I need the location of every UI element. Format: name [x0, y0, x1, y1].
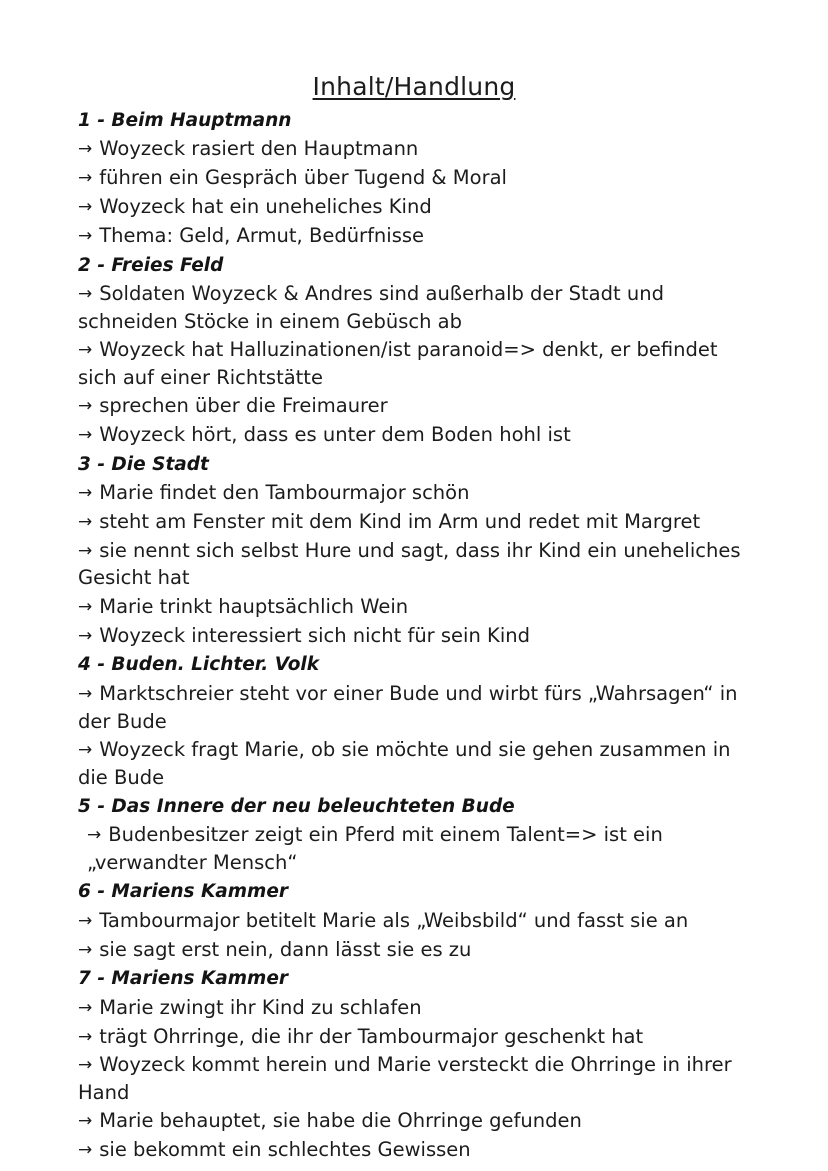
arrow-right-icon: →: [78, 596, 93, 617]
page-title: Inhalt/Handlung: [312, 72, 516, 101]
arrow-right-icon: →: [78, 283, 93, 304]
arrow-right-icon: →: [78, 139, 93, 160]
bullet-text: Woyzeck rasiert den Hauptmann: [99, 137, 419, 161]
bullet-item: [78, 421, 750, 449]
bullet-text: Marie trinkt hauptsächlich Wein: [99, 594, 409, 618]
arrow-right-icon: →: [78, 540, 93, 561]
bullet-text: Marie zwingt ihr Kind zu schlafen: [99, 995, 422, 1019]
bullet-item: [78, 336, 750, 391]
scene-block: [78, 793, 750, 876]
arrow-right-icon: →: [78, 424, 93, 445]
bullet-text: Woyzeck hat Halluzinationen/ist paranoid=> denkt, er befindet sich auf einer Richtstätte: [78, 338, 718, 389]
bullet-item: [78, 537, 750, 592]
bullet-item: [78, 508, 750, 536]
arrow-right-icon: →: [78, 1055, 93, 1076]
bullet-text: Marie findet den Tambourmajor schön: [99, 481, 470, 505]
scene-list: [78, 107, 750, 1164]
arrow-right-icon: →: [78, 483, 93, 504]
bullet-text: trägt Ohrringe, die ihr der Tambourmajor geschenkt hat: [99, 1024, 644, 1048]
bullet-item: [78, 1136, 750, 1164]
arrow-right-icon: →: [78, 939, 93, 960]
scene-heading: 5 - Das Innere der neu beleuchteten Bude: [78, 795, 515, 817]
arrow-right-icon: →: [78, 1111, 93, 1132]
bullet-item: [78, 680, 750, 735]
scene-block: [78, 965, 750, 1164]
scene-block: [78, 451, 750, 650]
bullet-text: führen ein Gespräch über Tugend & Moral: [99, 166, 507, 190]
arrow-right-icon: →: [78, 997, 93, 1018]
scene-block: [78, 878, 750, 963]
arrow-right-icon: →: [78, 739, 93, 760]
arrow-right-icon: →: [78, 511, 93, 532]
bullet-text: Woyzeck fragt Marie, ob sie möchte und sie gehen zusammen in die Bude: [78, 737, 731, 789]
bullet-item: [78, 994, 750, 1022]
scene-heading: 4 - Buden. Lichter. Volk: [78, 654, 320, 676]
arrow-right-icon: →: [78, 396, 93, 417]
arrow-right-icon: →: [78, 910, 93, 931]
bullet-item: [78, 193, 750, 221]
bullet-text: Tambourmajor betitelt Marie als „Weibsbild“ und fasst sie an: [99, 908, 689, 932]
scene-block: [78, 107, 750, 250]
bullet-item: [78, 622, 750, 650]
bullet-item: [78, 736, 750, 791]
bullet-item: [78, 479, 750, 507]
scene-block: [78, 252, 750, 449]
bullet-text: Woyzeck kommt herein und Marie versteckt die Ohrringe in ihrer Hand: [78, 1053, 732, 1105]
bullet-item: [78, 1107, 750, 1135]
bullet-item: [78, 392, 750, 420]
bullet-item: [78, 821, 750, 876]
bullet-item: [78, 164, 750, 192]
bullet-text: Soldaten Woyzeck & Andres sind außerhalb der Stadt und schneiden Stöcke in einem Gebüsch ab: [78, 281, 664, 333]
bullet-text: sie bekommt ein schlechtes Gewissen: [99, 1138, 471, 1162]
arrow-right-icon: →: [78, 196, 93, 217]
bullet-item: [78, 1023, 750, 1051]
bullet-text: Woyzeck hört, dass es unter dem Boden hohl ist: [99, 422, 571, 446]
arrow-right-icon: →: [78, 1140, 93, 1161]
bullet-text: sprechen über die Freimaurer: [99, 394, 388, 418]
bullet-text: Woyzeck interessiert sich nicht für sein Kind: [99, 623, 530, 647]
bullet-text: Budenbesitzer zeigt ein Pferd mit einem Talent=> ist ein „verwandter Mensch“: [87, 823, 663, 875]
bullet-item: [78, 222, 750, 250]
bullet-text: steht am Fenster mit dem Kind im Arm und redet mit Margret: [99, 509, 701, 533]
bullet-text: Marie behauptet, sie habe die Ohrringe gefunden: [99, 1109, 582, 1133]
arrow-right-icon: →: [78, 168, 93, 189]
arrow-right-icon: →: [78, 625, 93, 646]
scene-heading: 3 - Die Stadt: [78, 453, 209, 475]
arrow-right-icon: →: [87, 825, 102, 846]
bullet-item: [78, 936, 750, 964]
bullet-item: [78, 1051, 750, 1106]
bullet-item: [78, 593, 750, 621]
arrow-right-icon: →: [78, 1026, 93, 1047]
bullet-text: Thema: Geld, Armut, Bedürfnisse: [99, 223, 425, 247]
bullet-text: Marktschreier steht vor einer Bude und wirbt fürs „Wahrsagen“ in der Bude: [78, 681, 738, 733]
arrow-right-icon: →: [78, 683, 93, 704]
bullet-text: Woyzeck hat ein uneheliches Kind: [99, 194, 432, 218]
scene-heading: 7 - Mariens Kammer: [78, 968, 289, 990]
scene-block: [78, 651, 750, 791]
bullet-item: [78, 280, 750, 335]
bullet-item: [78, 135, 750, 163]
bullet-item: [78, 907, 750, 935]
scene-heading: 1 - Beim Hauptmann: [78, 110, 292, 131]
scene-heading: 6 - Mariens Kammer: [78, 881, 289, 903]
bullet-text: sie sagt erst nein, dann lässt sie es zu: [99, 937, 472, 961]
bullet-text: sie nennt sich selbst Hure und sagt, dass ihr Kind ein uneheliches Gesicht hat: [78, 538, 741, 590]
scene-heading: 2 - Freies Feld: [78, 254, 224, 276]
arrow-right-icon: →: [78, 225, 93, 246]
arrow-right-icon: →: [78, 340, 93, 361]
